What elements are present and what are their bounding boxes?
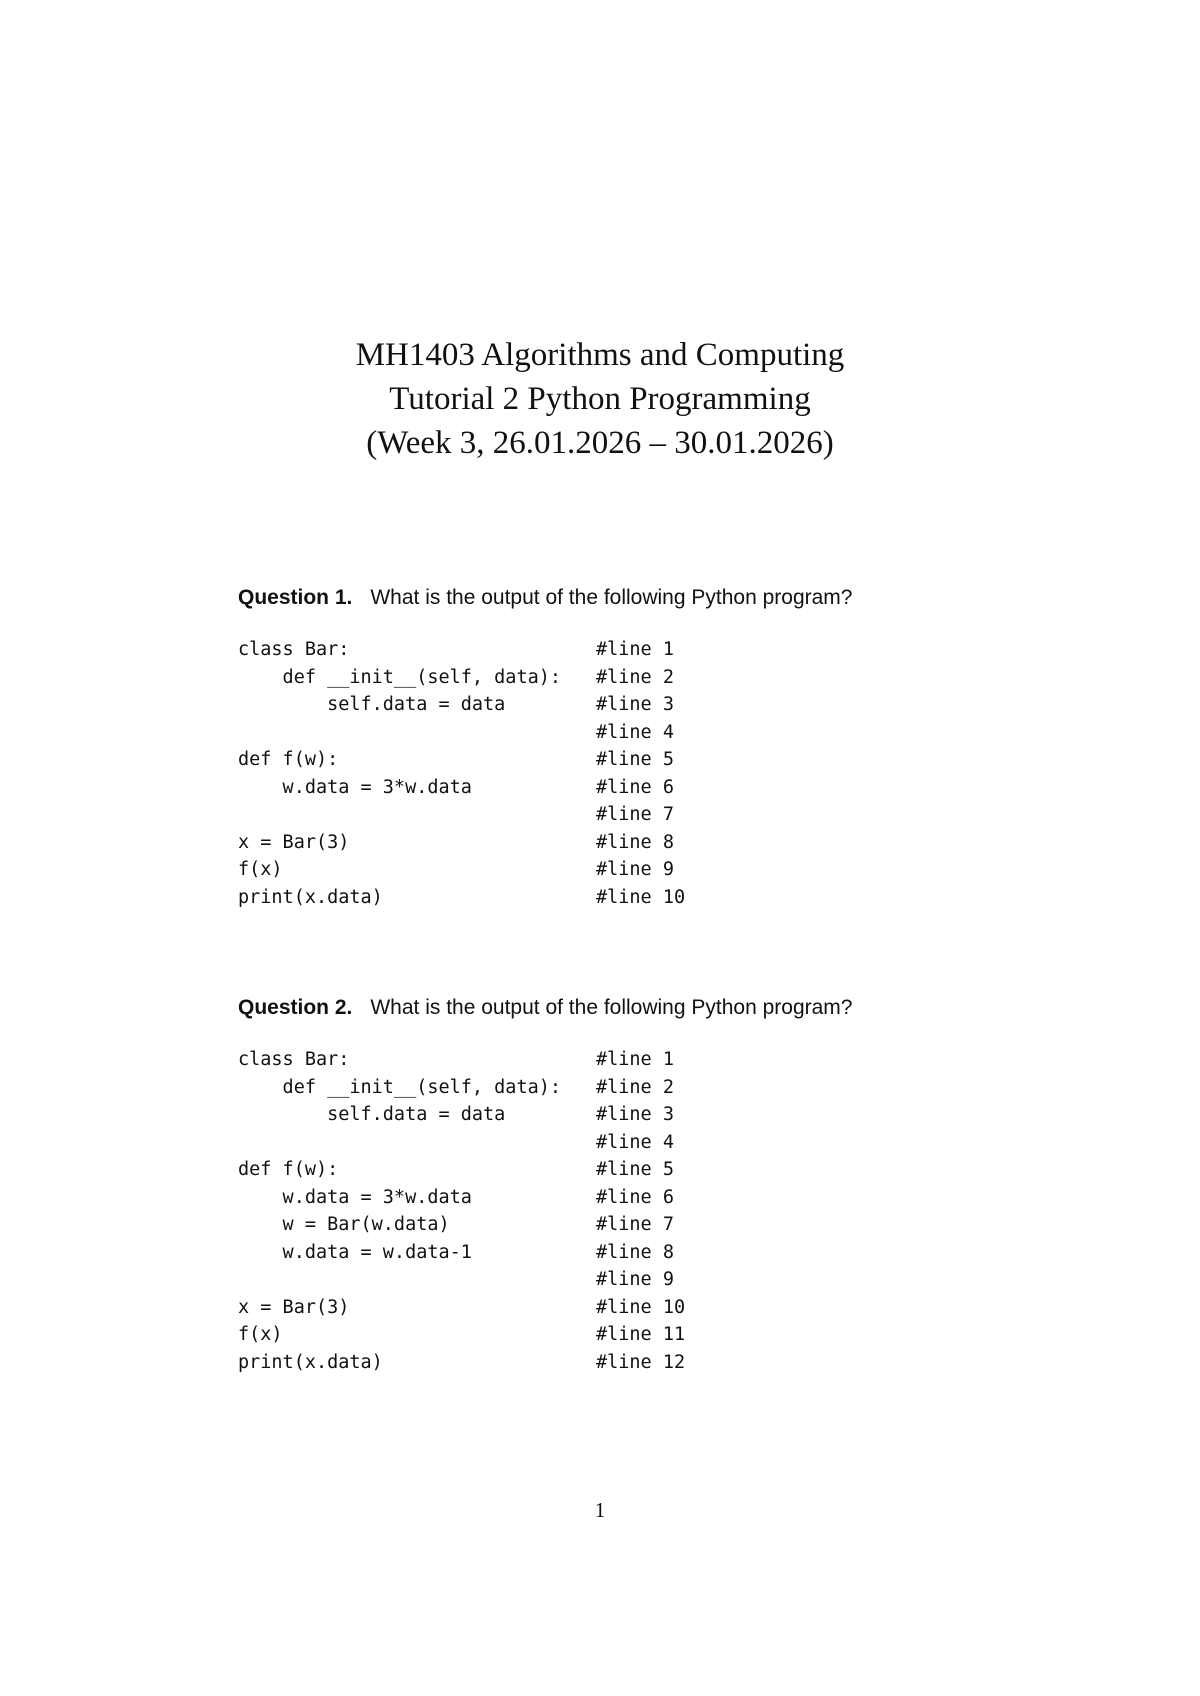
line-comment: #line 10 — [596, 886, 686, 908]
tutorial-title: Tutorial 2 Python Programming — [389, 381, 811, 417]
line-comment: #line 9 — [596, 859, 674, 880]
code-listing — [238, 1046, 998, 1376]
code-text — [238, 1266, 596, 1294]
line-comment: #line 4 — [596, 721, 674, 743]
code-text: class Bar: — [238, 639, 350, 660]
line-comment: #line 2 — [596, 1076, 674, 1098]
code-line — [238, 1349, 998, 1377]
code-text: x = Bar(3) — [238, 831, 350, 853]
code-line — [238, 1239, 998, 1267]
line-comment: #line 5 — [596, 749, 674, 770]
code-line — [238, 829, 998, 857]
course-title: MH1403 Algorithms and Computing — [355, 337, 845, 373]
line-comment: #line 6 — [596, 776, 674, 798]
question-heading — [238, 584, 998, 612]
line-comment: #line 1 — [596, 1049, 674, 1070]
code-line — [238, 1266, 998, 1294]
document-title — [0, 333, 1200, 465]
question-1 — [238, 584, 998, 911]
question-heading — [238, 994, 998, 1022]
code-line — [238, 856, 998, 884]
question-2 — [238, 994, 998, 1376]
line-comment: #line 10 — [596, 1296, 686, 1318]
code-line — [238, 1294, 998, 1322]
line-comment: #line 2 — [596, 666, 674, 688]
line-comment: #line 3 — [596, 1104, 674, 1125]
question-prompt: What is the output of the following Python program? — [370, 586, 853, 609]
line-comment: #line 4 — [596, 1131, 674, 1153]
code-line — [238, 1211, 998, 1239]
code-text: w.data = w.data-1 — [238, 1241, 472, 1263]
code-text: self.data = data — [238, 1104, 506, 1125]
code-text: print(x.data) — [238, 1351, 383, 1373]
line-comment: #line 7 — [596, 1214, 674, 1235]
code-line — [238, 691, 998, 719]
line-comment: #line 9 — [596, 1269, 674, 1290]
code-line — [238, 1046, 998, 1074]
code-line — [238, 636, 998, 664]
code-line — [238, 664, 998, 692]
code-text: f(x) — [238, 1324, 283, 1345]
code-line — [238, 1074, 998, 1102]
code-text: class Bar: — [238, 1049, 350, 1070]
page-number: 1 — [594, 1498, 606, 1522]
code-line — [238, 1129, 998, 1157]
line-comment: #line 5 — [596, 1159, 674, 1180]
code-text — [238, 801, 596, 829]
code-text — [238, 1129, 596, 1157]
week-dates: (Week 3, 26.01.2026 – 30.01.2026) — [366, 425, 834, 461]
code-line — [238, 1321, 998, 1349]
code-line — [238, 1156, 998, 1184]
code-listing — [238, 636, 998, 911]
question-label: Question 1. — [238, 586, 353, 609]
line-comment: #line 3 — [596, 694, 674, 715]
code-text: print(x.data) — [238, 886, 383, 908]
question-label: Question 2. — [238, 996, 353, 1019]
line-comment: #line 7 — [596, 804, 674, 825]
line-comment: #line 12 — [596, 1351, 686, 1373]
code-line — [238, 884, 998, 912]
code-text — [238, 719, 596, 747]
code-text: def f(w): — [238, 749, 339, 770]
code-line — [238, 1184, 998, 1212]
code-text: w = Bar(w.data) — [238, 1214, 450, 1235]
code-text: w.data = 3*w.data — [238, 1186, 472, 1208]
code-line — [238, 774, 998, 802]
code-text: def __init__(self, data): — [238, 666, 562, 688]
code-text: def __init__(self, data): — [238, 1076, 562, 1098]
code-line — [238, 1101, 998, 1129]
code-line — [238, 719, 998, 747]
code-text: def f(w): — [238, 1159, 339, 1180]
code-text: self.data = data — [238, 694, 506, 715]
code-line — [238, 746, 998, 774]
code-text: f(x) — [238, 859, 283, 880]
question-prompt: What is the output of the following Python program? — [370, 996, 853, 1019]
line-comment: #line 8 — [596, 831, 674, 853]
code-text: w.data = 3*w.data — [238, 776, 472, 798]
code-text: x = Bar(3) — [238, 1296, 350, 1318]
line-comment: #line 1 — [596, 639, 674, 660]
line-comment: #line 8 — [596, 1241, 674, 1263]
line-comment: #line 6 — [596, 1186, 674, 1208]
code-line — [238, 801, 998, 829]
line-comment: #line 11 — [596, 1324, 686, 1345]
